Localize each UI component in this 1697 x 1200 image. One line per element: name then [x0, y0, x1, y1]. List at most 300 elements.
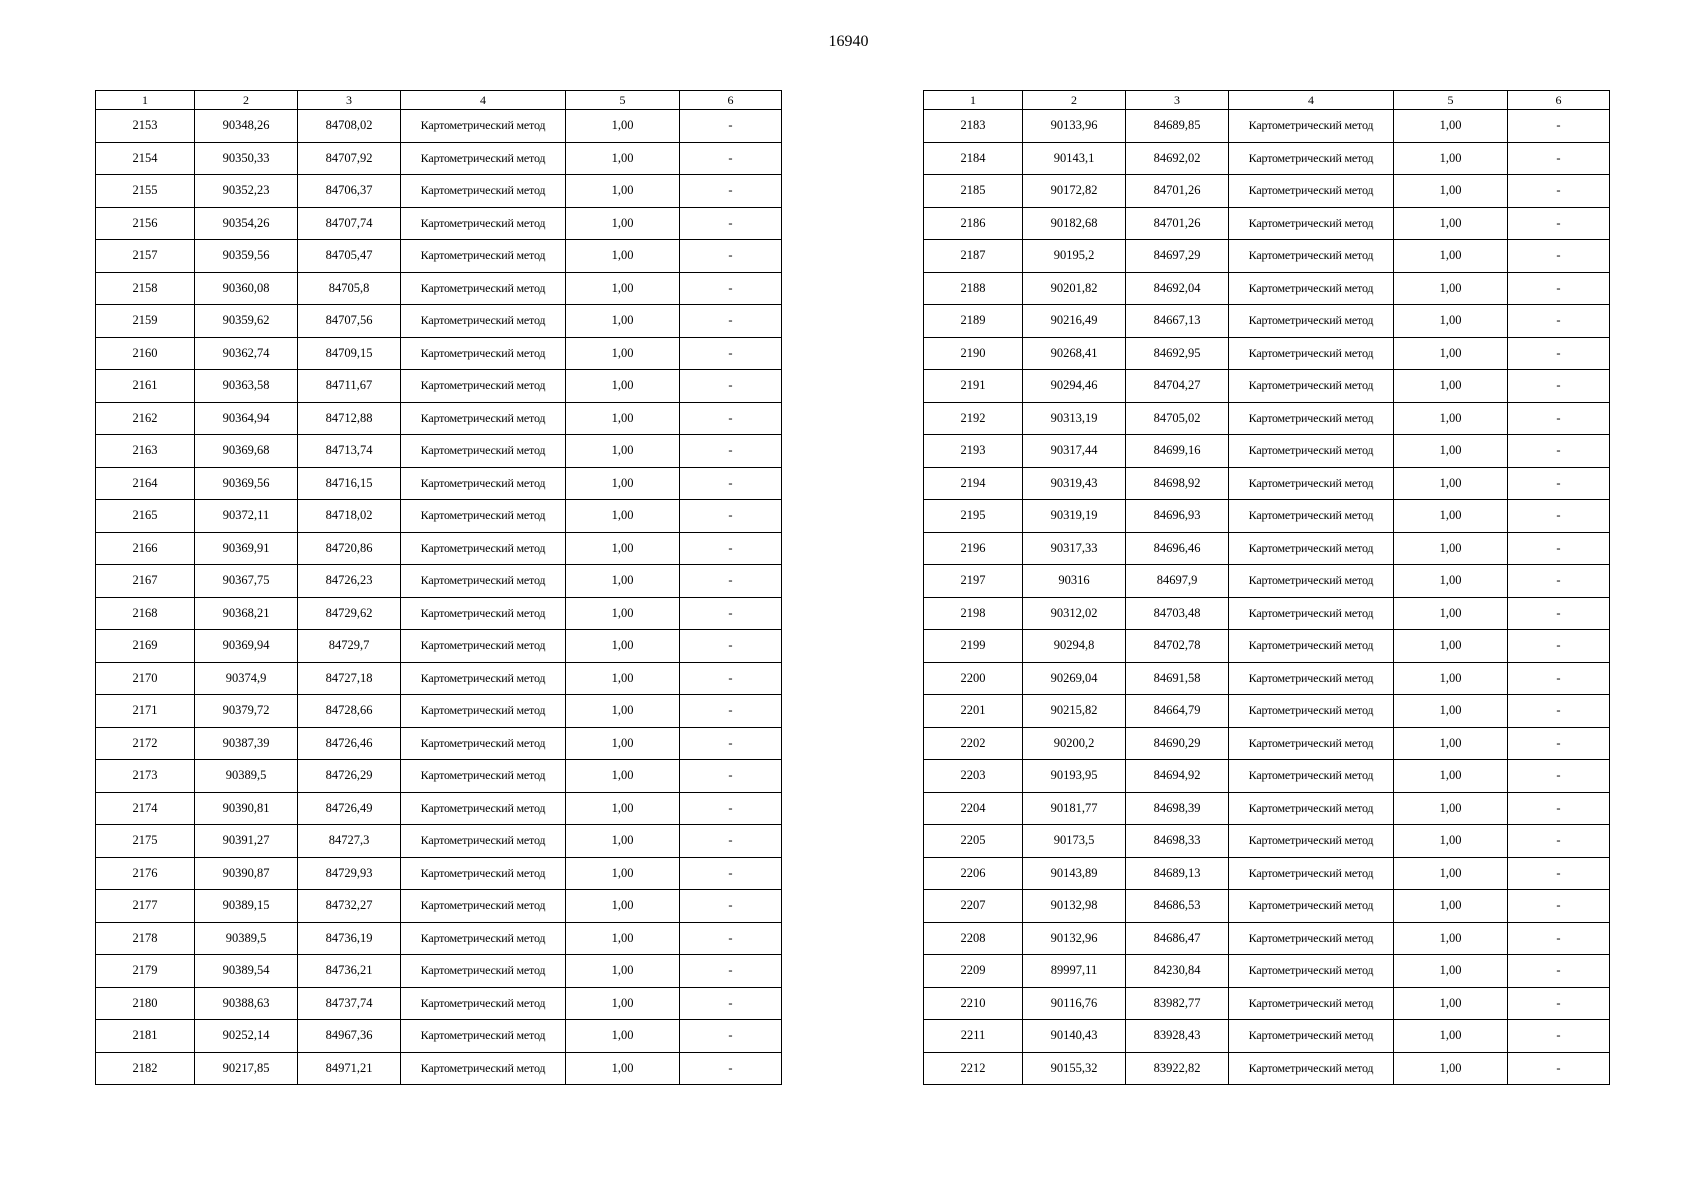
column-header-4: 4 [401, 91, 566, 110]
method-cell: Картометрический метод [401, 662, 566, 695]
table-row [924, 500, 1610, 533]
x-coordinate-cell: 90389,15 [195, 890, 298, 923]
x-coordinate-cell: 90372,11 [195, 500, 298, 533]
point-number-cell: 2195 [924, 500, 1023, 533]
point-number-cell: 2156 [96, 207, 195, 240]
point-number-cell: 2162 [96, 402, 195, 435]
x-coordinate-cell: 90215,82 [1023, 695, 1126, 728]
y-coordinate-cell: 84705,02 [1126, 402, 1229, 435]
note-cell: - [1508, 110, 1610, 143]
column-header-6: 6 [1508, 91, 1610, 110]
x-coordinate-cell: 90252,14 [195, 1020, 298, 1053]
y-coordinate-cell: 84967,36 [298, 1020, 401, 1053]
x-coordinate-cell: 90193,95 [1023, 760, 1126, 793]
accuracy-cell: 1,00 [566, 110, 680, 143]
y-coordinate-cell: 84726,29 [298, 760, 401, 793]
y-coordinate-cell: 84727,3 [298, 825, 401, 858]
note-cell: - [1508, 435, 1610, 468]
y-coordinate-cell: 84707,74 [298, 207, 401, 240]
point-number-cell: 2177 [96, 890, 195, 923]
x-coordinate-cell: 90390,81 [195, 792, 298, 825]
point-number-cell: 2159 [96, 305, 195, 338]
point-number-cell: 2183 [924, 110, 1023, 143]
table-row [924, 370, 1610, 403]
table-row [96, 337, 782, 370]
y-coordinate-cell: 84698,33 [1126, 825, 1229, 858]
point-number-cell: 2205 [924, 825, 1023, 858]
note-cell: - [1508, 240, 1610, 273]
method-cell: Картометрический метод [401, 792, 566, 825]
point-number-cell: 2173 [96, 760, 195, 793]
table-row [96, 890, 782, 923]
method-cell: Картометрический метод [1229, 630, 1394, 663]
x-coordinate-cell: 90133,96 [1023, 110, 1126, 143]
y-coordinate-cell: 84709,15 [298, 337, 401, 370]
coordinates-table-right [923, 90, 1610, 1085]
table-row [96, 630, 782, 663]
table-body [924, 110, 1610, 1085]
y-coordinate-cell: 84727,18 [298, 662, 401, 695]
method-cell: Картометрический метод [401, 857, 566, 890]
point-number-cell: 2191 [924, 370, 1023, 403]
table-row [96, 532, 782, 565]
accuracy-cell: 1,00 [1394, 597, 1508, 630]
y-coordinate-cell: 84732,27 [298, 890, 401, 923]
accuracy-cell: 1,00 [1394, 402, 1508, 435]
table-row [96, 792, 782, 825]
table-row [924, 532, 1610, 565]
method-cell: Картометрический метод [1229, 955, 1394, 988]
point-number-cell: 2206 [924, 857, 1023, 890]
y-coordinate-cell: 84698,39 [1126, 792, 1229, 825]
x-coordinate-cell: 90389,5 [195, 922, 298, 955]
accuracy-cell: 1,00 [566, 727, 680, 760]
table-row [96, 435, 782, 468]
note-cell: - [1508, 272, 1610, 305]
x-coordinate-cell: 90352,23 [195, 175, 298, 208]
note-cell: - [1508, 597, 1610, 630]
x-coordinate-cell: 90217,85 [195, 1052, 298, 1085]
method-cell: Картометрический метод [401, 370, 566, 403]
method-cell: Картометрический метод [401, 467, 566, 500]
accuracy-cell: 1,00 [566, 662, 680, 695]
accuracy-cell: 1,00 [1394, 110, 1508, 143]
point-number-cell: 2163 [96, 435, 195, 468]
accuracy-cell: 1,00 [566, 500, 680, 533]
x-coordinate-cell: 90368,21 [195, 597, 298, 630]
method-cell: Картометрический метод [1229, 597, 1394, 630]
point-number-cell: 2155 [96, 175, 195, 208]
accuracy-cell: 1,00 [1394, 370, 1508, 403]
table-row [924, 142, 1610, 175]
point-number-cell: 2207 [924, 890, 1023, 923]
x-coordinate-cell: 90354,26 [195, 207, 298, 240]
note-cell: - [1508, 922, 1610, 955]
note-cell: - [680, 987, 782, 1020]
x-coordinate-cell: 90132,98 [1023, 890, 1126, 923]
note-cell: - [1508, 467, 1610, 500]
point-number-cell: 2174 [96, 792, 195, 825]
note-cell: - [1508, 955, 1610, 988]
method-cell: Картометрический метод [401, 987, 566, 1020]
y-coordinate-cell: 84711,67 [298, 370, 401, 403]
y-coordinate-cell: 84712,88 [298, 402, 401, 435]
x-coordinate-cell: 90390,87 [195, 857, 298, 890]
table-row [96, 987, 782, 1020]
x-coordinate-cell: 90116,76 [1023, 987, 1126, 1020]
point-number-cell: 2182 [96, 1052, 195, 1085]
table-row [924, 857, 1610, 890]
accuracy-cell: 1,00 [566, 337, 680, 370]
accuracy-cell: 1,00 [566, 467, 680, 500]
x-coordinate-cell: 90200,2 [1023, 727, 1126, 760]
point-number-cell: 2164 [96, 467, 195, 500]
method-cell: Картометрический метод [1229, 695, 1394, 728]
table-row [96, 207, 782, 240]
accuracy-cell: 1,00 [1394, 662, 1508, 695]
x-coordinate-cell: 90319,19 [1023, 500, 1126, 533]
point-number-cell: 2199 [924, 630, 1023, 663]
y-coordinate-cell: 84701,26 [1126, 207, 1229, 240]
method-cell: Картометрический метод [401, 890, 566, 923]
note-cell: - [680, 370, 782, 403]
accuracy-cell: 1,00 [1394, 305, 1508, 338]
table-row [924, 402, 1610, 435]
table-header [924, 91, 1610, 110]
note-cell: - [1508, 825, 1610, 858]
point-number-cell: 2189 [924, 305, 1023, 338]
y-coordinate-cell: 84701,26 [1126, 175, 1229, 208]
method-cell: Картометрический метод [1229, 890, 1394, 923]
table-row [924, 467, 1610, 500]
method-cell: Картометрический метод [1229, 467, 1394, 500]
point-number-cell: 2208 [924, 922, 1023, 955]
accuracy-cell: 1,00 [1394, 630, 1508, 663]
table-row [924, 987, 1610, 1020]
method-cell: Картометрический метод [401, 142, 566, 175]
accuracy-cell: 1,00 [1394, 175, 1508, 208]
x-coordinate-cell: 90195,2 [1023, 240, 1126, 273]
note-cell: - [680, 825, 782, 858]
x-coordinate-cell: 90143,1 [1023, 142, 1126, 175]
point-number-cell: 2166 [96, 532, 195, 565]
method-cell: Картометрический метод [1229, 500, 1394, 533]
x-coordinate-cell: 90389,54 [195, 955, 298, 988]
y-coordinate-cell: 83982,77 [1126, 987, 1229, 1020]
method-cell: Картометрический метод [1229, 435, 1394, 468]
note-cell: - [680, 565, 782, 598]
point-number-cell: 2157 [96, 240, 195, 273]
accuracy-cell: 1,00 [1394, 207, 1508, 240]
note-cell: - [680, 142, 782, 175]
y-coordinate-cell: 84720,86 [298, 532, 401, 565]
note-cell: - [1508, 760, 1610, 793]
x-coordinate-cell: 90369,94 [195, 630, 298, 663]
x-coordinate-cell: 90364,94 [195, 402, 298, 435]
method-cell: Картометрический метод [1229, 857, 1394, 890]
x-coordinate-cell: 90359,62 [195, 305, 298, 338]
point-number-cell: 2197 [924, 565, 1023, 598]
table-row [924, 1020, 1610, 1053]
table-row [924, 110, 1610, 143]
method-cell: Картометрический метод [401, 337, 566, 370]
y-coordinate-cell: 84686,47 [1126, 922, 1229, 955]
y-coordinate-cell: 84230,84 [1126, 955, 1229, 988]
x-coordinate-cell: 90369,68 [195, 435, 298, 468]
table-row [96, 500, 782, 533]
method-cell: Картометрический метод [401, 110, 566, 143]
table-row [924, 792, 1610, 825]
accuracy-cell: 1,00 [566, 305, 680, 338]
accuracy-cell: 1,00 [1394, 792, 1508, 825]
method-cell: Картометрический метод [401, 955, 566, 988]
table-row [96, 662, 782, 695]
table-row [96, 370, 782, 403]
table-row [96, 955, 782, 988]
accuracy-cell: 1,00 [566, 922, 680, 955]
accuracy-cell: 1,00 [566, 240, 680, 273]
accuracy-cell: 1,00 [1394, 272, 1508, 305]
note-cell: - [680, 207, 782, 240]
x-coordinate-cell: 90155,32 [1023, 1052, 1126, 1085]
column-header-5: 5 [1394, 91, 1508, 110]
column-header-1: 1 [96, 91, 195, 110]
y-coordinate-cell: 84692,02 [1126, 142, 1229, 175]
x-coordinate-cell: 90181,77 [1023, 792, 1126, 825]
table-row [96, 402, 782, 435]
note-cell: - [1508, 630, 1610, 663]
x-coordinate-cell: 90319,43 [1023, 467, 1126, 500]
table-row [924, 890, 1610, 923]
method-cell: Картометрический метод [401, 1020, 566, 1053]
method-cell: Картометрический метод [401, 240, 566, 273]
point-number-cell: 2184 [924, 142, 1023, 175]
point-number-cell: 2172 [96, 727, 195, 760]
y-coordinate-cell: 84729,62 [298, 597, 401, 630]
accuracy-cell: 1,00 [566, 402, 680, 435]
accuracy-cell: 1,00 [1394, 1020, 1508, 1053]
note-cell: - [680, 500, 782, 533]
column-header-6: 6 [680, 91, 782, 110]
point-number-cell: 2178 [96, 922, 195, 955]
point-number-cell: 2165 [96, 500, 195, 533]
point-number-cell: 2201 [924, 695, 1023, 728]
coordinates-table-left [95, 90, 782, 1085]
point-number-cell: 2186 [924, 207, 1023, 240]
y-coordinate-cell: 84698,92 [1126, 467, 1229, 500]
accuracy-cell: 1,00 [1394, 337, 1508, 370]
y-coordinate-cell: 84704,27 [1126, 370, 1229, 403]
note-cell: - [680, 857, 782, 890]
point-number-cell: 2180 [96, 987, 195, 1020]
method-cell: Картометрический метод [401, 305, 566, 338]
y-coordinate-cell: 84705,47 [298, 240, 401, 273]
y-coordinate-cell: 84728,66 [298, 695, 401, 728]
y-coordinate-cell: 84694,92 [1126, 760, 1229, 793]
method-cell: Картометрический метод [401, 727, 566, 760]
y-coordinate-cell: 84713,74 [298, 435, 401, 468]
x-coordinate-cell: 90132,96 [1023, 922, 1126, 955]
method-cell: Картометрический метод [401, 1052, 566, 1085]
note-cell: - [680, 1052, 782, 1085]
column-header-5: 5 [566, 91, 680, 110]
page-number: 16940 [828, 33, 869, 50]
column-header-4: 4 [1229, 91, 1394, 110]
y-coordinate-cell: 84691,58 [1126, 662, 1229, 695]
column-header-3: 3 [298, 91, 401, 110]
y-coordinate-cell: 84690,29 [1126, 727, 1229, 760]
x-coordinate-cell: 90359,56 [195, 240, 298, 273]
y-coordinate-cell: 84697,9 [1126, 565, 1229, 598]
note-cell: - [1508, 1020, 1610, 1053]
x-coordinate-cell: 90369,56 [195, 467, 298, 500]
table-row [96, 240, 782, 273]
method-cell: Картометрический метод [1229, 142, 1394, 175]
y-coordinate-cell: 84699,16 [1126, 435, 1229, 468]
method-cell: Картометрический метод [401, 435, 566, 468]
method-cell: Картометрический метод [1229, 922, 1394, 955]
accuracy-cell: 1,00 [1394, 565, 1508, 598]
y-coordinate-cell: 84692,04 [1126, 272, 1229, 305]
x-coordinate-cell: 90269,04 [1023, 662, 1126, 695]
accuracy-cell: 1,00 [566, 597, 680, 630]
y-coordinate-cell: 84706,37 [298, 175, 401, 208]
y-coordinate-cell: 84737,74 [298, 987, 401, 1020]
method-cell: Картометрический метод [1229, 305, 1394, 338]
point-number-cell: 2196 [924, 532, 1023, 565]
accuracy-cell: 1,00 [566, 987, 680, 1020]
y-coordinate-cell: 84686,53 [1126, 890, 1229, 923]
accuracy-cell: 1,00 [566, 890, 680, 923]
accuracy-cell: 1,00 [566, 435, 680, 468]
y-coordinate-cell: 84707,92 [298, 142, 401, 175]
method-cell: Картометрический метод [1229, 662, 1394, 695]
note-cell: - [680, 175, 782, 208]
x-coordinate-cell: 90317,33 [1023, 532, 1126, 565]
accuracy-cell: 1,00 [566, 792, 680, 825]
table-row [96, 922, 782, 955]
point-number-cell: 2185 [924, 175, 1023, 208]
table-row [96, 727, 782, 760]
table-row [96, 760, 782, 793]
y-coordinate-cell: 83922,82 [1126, 1052, 1229, 1085]
accuracy-cell: 1,00 [566, 142, 680, 175]
x-coordinate-cell: 90316 [1023, 565, 1126, 598]
accuracy-cell: 1,00 [1394, 142, 1508, 175]
method-cell: Картометрический метод [401, 532, 566, 565]
method-cell: Картометрический метод [401, 922, 566, 955]
method-cell: Картометрический метод [401, 500, 566, 533]
y-coordinate-cell: 84729,93 [298, 857, 401, 890]
point-number-cell: 2202 [924, 727, 1023, 760]
x-coordinate-cell: 90387,39 [195, 727, 298, 760]
point-number-cell: 2169 [96, 630, 195, 663]
y-coordinate-cell: 84736,21 [298, 955, 401, 988]
accuracy-cell: 1,00 [1394, 825, 1508, 858]
table-row [924, 565, 1610, 598]
method-cell: Картометрический метод [401, 597, 566, 630]
table-row [924, 240, 1610, 273]
note-cell: - [1508, 500, 1610, 533]
y-coordinate-cell: 84726,23 [298, 565, 401, 598]
point-number-cell: 2190 [924, 337, 1023, 370]
table-header [96, 91, 782, 110]
accuracy-cell: 1,00 [1394, 467, 1508, 500]
x-coordinate-cell: 90348,26 [195, 110, 298, 143]
note-cell: - [680, 597, 782, 630]
x-coordinate-cell: 90216,49 [1023, 305, 1126, 338]
accuracy-cell: 1,00 [566, 825, 680, 858]
point-number-cell: 2170 [96, 662, 195, 695]
x-coordinate-cell: 90360,08 [195, 272, 298, 305]
note-cell: - [680, 435, 782, 468]
accuracy-cell: 1,00 [1394, 890, 1508, 923]
note-cell: - [1508, 565, 1610, 598]
method-cell: Картометрический метод [1229, 402, 1394, 435]
point-number-cell: 2160 [96, 337, 195, 370]
y-coordinate-cell: 84692,95 [1126, 337, 1229, 370]
table-row [924, 922, 1610, 955]
note-cell: - [680, 792, 782, 825]
note-cell: - [1508, 370, 1610, 403]
point-number-cell: 2158 [96, 272, 195, 305]
method-cell: Картометрический метод [1229, 175, 1394, 208]
x-coordinate-cell: 90313,19 [1023, 402, 1126, 435]
x-coordinate-cell: 90350,33 [195, 142, 298, 175]
table-row [96, 175, 782, 208]
note-cell: - [680, 337, 782, 370]
y-coordinate-cell: 84718,02 [298, 500, 401, 533]
point-number-cell: 2204 [924, 792, 1023, 825]
y-coordinate-cell: 84702,78 [1126, 630, 1229, 663]
point-number-cell: 2181 [96, 1020, 195, 1053]
table-row [96, 272, 782, 305]
note-cell: - [1508, 662, 1610, 695]
accuracy-cell: 1,00 [1394, 532, 1508, 565]
method-cell: Картометрический метод [1229, 987, 1394, 1020]
x-coordinate-cell: 90389,5 [195, 760, 298, 793]
x-coordinate-cell: 90294,46 [1023, 370, 1126, 403]
table-body [96, 110, 782, 1085]
method-cell: Картометрический метод [401, 760, 566, 793]
table-row [924, 630, 1610, 663]
table-row [96, 467, 782, 500]
header-row [924, 91, 1610, 110]
note-cell: - [680, 760, 782, 793]
table-row [924, 305, 1610, 338]
x-coordinate-cell: 90143,89 [1023, 857, 1126, 890]
accuracy-cell: 1,00 [566, 207, 680, 240]
table-row [96, 857, 782, 890]
point-number-cell: 2209 [924, 955, 1023, 988]
y-coordinate-cell: 84707,56 [298, 305, 401, 338]
method-cell: Картометрический метод [1229, 337, 1394, 370]
x-coordinate-cell: 90379,72 [195, 695, 298, 728]
table-row [96, 565, 782, 598]
note-cell: - [680, 1020, 782, 1053]
y-coordinate-cell: 84689,13 [1126, 857, 1229, 890]
accuracy-cell: 1,00 [566, 370, 680, 403]
note-cell: - [680, 305, 782, 338]
method-cell: Картометрический метод [401, 695, 566, 728]
accuracy-cell: 1,00 [566, 857, 680, 890]
note-cell: - [1508, 695, 1610, 728]
point-number-cell: 2210 [924, 987, 1023, 1020]
x-coordinate-cell: 90312,02 [1023, 597, 1126, 630]
y-coordinate-cell: 84667,13 [1126, 305, 1229, 338]
note-cell: - [1508, 890, 1610, 923]
note-cell: - [680, 272, 782, 305]
